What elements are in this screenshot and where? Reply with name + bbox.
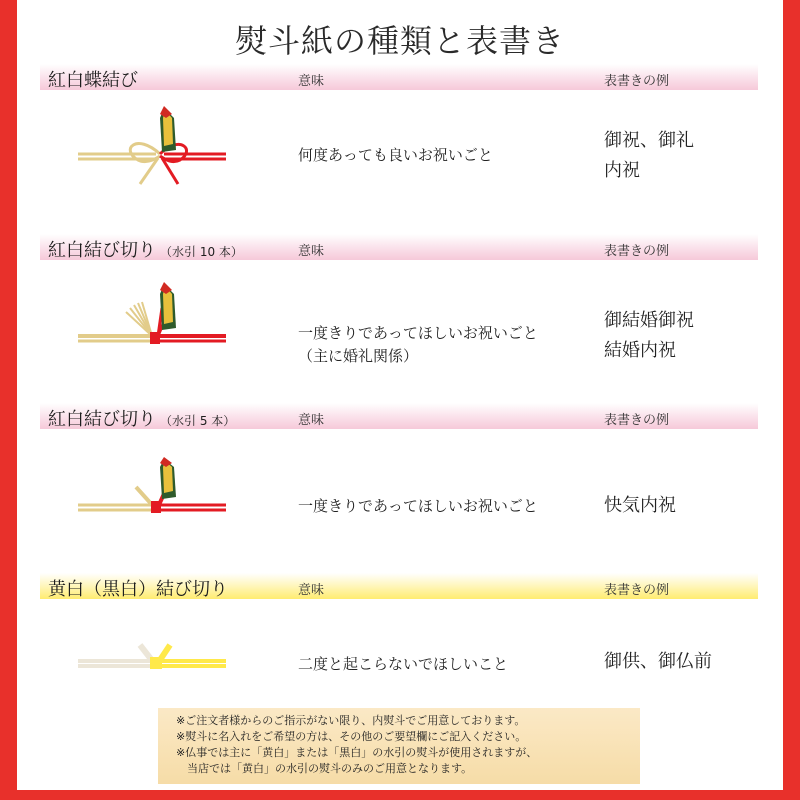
meaning-text <box>298 653 508 676</box>
section-header <box>40 64 758 90</box>
section-kohaku-musubikiri-5 <box>40 403 758 563</box>
section-name-sub: （水引 10 本） <box>160 245 243 259</box>
note-line: ※仏事では主に「黄白」または「黒白」の水引の熨斗が使用されますが、 <box>176 746 538 759</box>
note-line: ※熨斗に名入れをご希望の方は、その他のご要望欄にご記入ください。 <box>176 730 527 743</box>
example-line: 御祝、御礼 <box>604 130 694 151</box>
section-kohaku-chomusubi <box>40 64 758 224</box>
meaning-column-label: 意味 <box>298 244 325 259</box>
notes-box <box>158 708 640 784</box>
meaning-text <box>298 144 493 167</box>
example-line: 結婚内祝 <box>604 340 676 361</box>
example-line: 御供、御仏前 <box>604 651 712 672</box>
meaning-line: 一度きりであってほしいお祝いごと <box>298 324 538 342</box>
example-column-label: 表書きの例 <box>604 583 670 598</box>
meaning-column-label: 意味 <box>298 74 325 89</box>
meaning-line: （主に婚礼関係） <box>298 347 419 365</box>
meaning-column-label: 意味 <box>298 583 325 598</box>
example-line: 内祝 <box>604 160 640 181</box>
mizuhiki-knot-yellow-white-icon <box>76 617 236 707</box>
section-header <box>40 573 758 599</box>
example-column-label: 表書きの例 <box>604 413 670 428</box>
noshi-icon <box>160 106 176 152</box>
section-name <box>48 405 235 431</box>
section-name <box>48 236 243 262</box>
noshi-icon <box>160 457 176 499</box>
meaning-line: 一度きりであってほしいお祝いごと <box>298 497 538 515</box>
example-column-label: 表書きの例 <box>604 74 670 89</box>
section-header <box>40 403 758 429</box>
example-text <box>604 491 676 521</box>
example-text <box>604 126 694 186</box>
section-name: 紅白蝶結び <box>48 70 138 91</box>
meaning-column-label: 意味 <box>298 413 325 428</box>
meaning-line: 二度と起こらないでほしいこと <box>298 655 509 673</box>
example-line: 快気内祝 <box>604 495 676 516</box>
section-name: 黄白（黒白）結び切り <box>48 579 228 600</box>
example-text <box>604 647 712 677</box>
meaning-text <box>298 495 538 518</box>
note-line: ※ご注文者様からのご指示がない限り、内熨斗でご用意しております。 <box>176 714 526 727</box>
section-name-main: 紅白結び切り <box>48 409 156 430</box>
note-line: 当店では「黄白」の水引の熨斗のみのご用意となります。 <box>176 762 473 775</box>
example-column-label: 表書きの例 <box>604 244 670 259</box>
section-name-main: 紅白結び切り <box>48 240 156 261</box>
meaning-line: 何度あっても良いお祝いごと <box>298 146 493 164</box>
page-title: 熨斗紙の種類と表書き <box>234 22 565 60</box>
mizuhiki-bow-icon <box>76 104 236 194</box>
noshi-icon <box>160 282 176 330</box>
section-kohaku-musubikiri-10 <box>40 234 758 394</box>
meaning-text <box>298 322 538 368</box>
section-header <box>40 234 758 260</box>
section-name-sub: （水引 5 本） <box>160 414 236 428</box>
mizuhiki-knot-5-icon <box>76 453 236 543</box>
mizuhiki-knot-10-icon <box>76 278 236 368</box>
example-text <box>604 306 694 366</box>
example-line: 御結婚御祝 <box>604 310 694 331</box>
